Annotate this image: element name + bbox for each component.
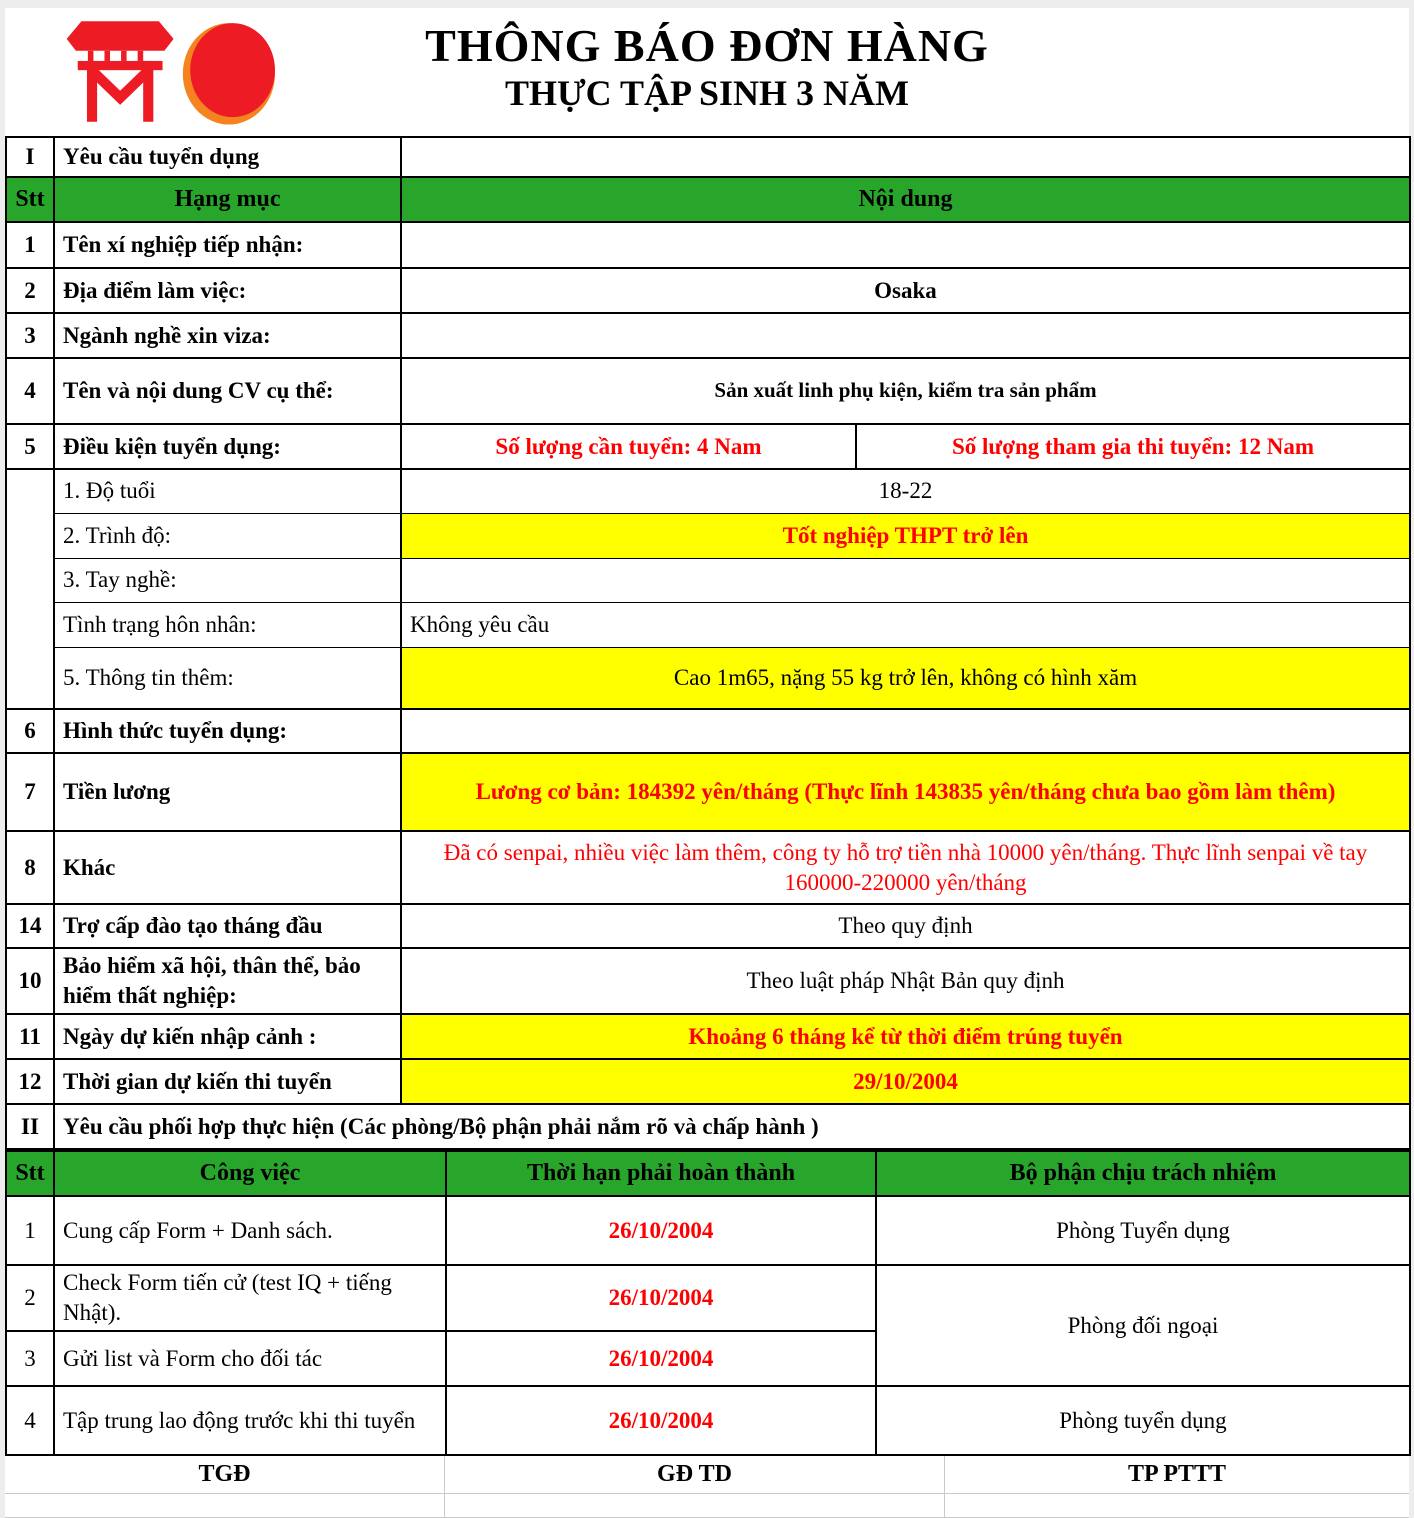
task1-department: Phòng Tuyển dụng xyxy=(876,1196,1410,1265)
section2-heading-row xyxy=(6,1104,1410,1149)
task3-description: Gửi list và Form cho đối tác xyxy=(54,1331,446,1386)
empty-cell xyxy=(945,1494,1409,1517)
row5d-label: Tình trạng hôn nhân: xyxy=(54,602,401,647)
signature-tppttt: TP PTTT xyxy=(1127,1461,1227,1487)
row8-other-value: Đã có senpai, nhiều việc làm thêm, công ty hỗ trợ tiền nhà 10000 yên/tháng. Thực lĩnh senpai về tay 160000-220000 yên/tháng xyxy=(401,831,1410,904)
coordination-tasks-table xyxy=(5,1150,1411,1456)
section1-index: I xyxy=(6,137,54,177)
row5-label: Điều kiện tuyển dụng: xyxy=(54,424,401,469)
row11-entry-date-value: Khoảng 6 tháng kể từ thời điểm trúng tuyển xyxy=(401,1014,1410,1059)
row11-label: Ngày dự kiến nhập cảnh : xyxy=(54,1014,401,1059)
task2-deadline: 26/10/2004 xyxy=(446,1265,876,1331)
row3-no: 3 xyxy=(6,313,54,358)
row5c-value xyxy=(401,558,1410,602)
table-row xyxy=(6,1014,1410,1059)
row6-no: 6 xyxy=(6,709,54,753)
table-row xyxy=(6,1059,1410,1104)
recruitment-requirements-table xyxy=(5,136,1411,1150)
row14-no: 14 xyxy=(6,904,54,948)
table-row xyxy=(6,709,1410,753)
row5-sub-spacer xyxy=(6,469,54,709)
row5-no: 5 xyxy=(6,424,54,469)
row1-label: Tên xí nghiệp tiếp nhận: xyxy=(54,222,401,268)
row5a-value: 18-22 xyxy=(401,469,1410,513)
row5e-label: 5. Thông tin thêm: xyxy=(54,647,401,709)
row5b-value: Tốt nghiệp THPT trở lên xyxy=(401,513,1410,558)
table-row xyxy=(6,647,1410,709)
signature-gdtd: GĐ TD xyxy=(445,1456,945,1493)
task4-no: 4 xyxy=(6,1386,54,1455)
row6-value xyxy=(401,709,1410,753)
table-row xyxy=(6,424,1410,469)
table-row xyxy=(6,313,1410,358)
table-row xyxy=(6,513,1410,558)
task2-3-department: Phòng đối ngoại xyxy=(876,1265,1410,1386)
row5c-label: 3. Tay nghề: xyxy=(54,558,401,602)
row4-label: Tên và nội dung CV cụ thể: xyxy=(54,358,401,424)
task4-description: Tập trung lao động trước khi thi tuyển xyxy=(54,1386,446,1455)
col-header-dept: Bộ phận chịu trách nhiệm xyxy=(876,1151,1410,1196)
row14-value: Theo quy định xyxy=(401,904,1410,948)
table-row xyxy=(6,831,1410,904)
row5-quantity-needed: Số lượng cần tuyển: 4 Nam xyxy=(401,424,856,469)
task1-deadline: 26/10/2004 xyxy=(446,1196,876,1265)
row7-salary-value: Lương cơ bản: 184392 yên/tháng (Thực lĩnh 143835 yên/tháng chưa bao gồm làm thêm) xyxy=(401,753,1410,831)
table-row xyxy=(6,602,1410,647)
task1-no: 1 xyxy=(6,1196,54,1265)
col-header-content: Nội dung xyxy=(401,177,1410,222)
row8-no: 8 xyxy=(6,831,54,904)
row1-value xyxy=(401,222,1410,268)
table-row xyxy=(6,1265,1410,1331)
row5b-label: 2. Trình độ: xyxy=(54,513,401,558)
table2-header-row xyxy=(6,1151,1410,1196)
empty-cell xyxy=(5,1494,445,1517)
col-header-task: Công việc xyxy=(54,1151,446,1196)
table-row xyxy=(6,948,1410,1014)
empty-bottom-row xyxy=(5,1494,1409,1518)
table-row xyxy=(6,904,1410,948)
section1-heading-empty-cell xyxy=(401,137,1410,177)
col-header-stt: Stt xyxy=(6,177,54,222)
document-header xyxy=(5,8,1409,136)
task3-no: 3 xyxy=(6,1331,54,1386)
table1-header-row xyxy=(6,177,1410,222)
section1-heading: Yêu cầu tuyển dụng xyxy=(54,137,401,177)
table-row xyxy=(6,1386,1410,1455)
row3-value xyxy=(401,313,1410,358)
row4-no: 4 xyxy=(6,358,54,424)
table-row xyxy=(6,222,1410,268)
table-row xyxy=(6,753,1410,831)
task4-deadline: 26/10/2004 xyxy=(446,1386,876,1455)
col-header-deadline: Thời hạn phải hoàn thành xyxy=(446,1151,876,1196)
row12-label: Thời gian dự kiến thi tuyển xyxy=(54,1059,401,1104)
page-title: THÔNG BÁO ĐƠN HÀNG xyxy=(425,20,989,71)
section2-heading: Yêu cầu phối hợp thực hiện (Các phòng/Bộ phận phải nắm rõ và chấp hành ) xyxy=(54,1104,1410,1149)
empty-cell xyxy=(445,1494,945,1517)
row3-label: Ngành nghề xin viza: xyxy=(54,313,401,358)
row12-exam-date-value: 29/10/2004 xyxy=(401,1059,1410,1104)
row1-no: 1 xyxy=(6,222,54,268)
row4-value: Sản xuất linh phụ kiện, kiểm tra sản phẩm xyxy=(401,358,1410,424)
document-sheet xyxy=(5,8,1409,1518)
signature-row xyxy=(5,1456,1409,1494)
row5d-value: Không yêu cầu xyxy=(401,602,1410,647)
signature-tgd: TGĐ xyxy=(5,1456,445,1493)
table-row xyxy=(6,558,1410,602)
row5a-label: 1. Độ tuổi xyxy=(54,469,401,513)
row5-quantity-candidates: Số lượng tham gia thi tuyển: 12 Nam xyxy=(856,424,1410,469)
col-header-item: Hạng mục xyxy=(54,177,401,222)
task4-department: Phòng tuyển dụng xyxy=(876,1386,1410,1455)
table-row xyxy=(6,469,1410,513)
row7-label: Tiền lương xyxy=(54,753,401,831)
task2-no: 2 xyxy=(6,1265,54,1331)
table-row xyxy=(6,358,1410,424)
row14-label: Trợ cấp đào tạo tháng đầu xyxy=(54,904,401,948)
torii-gate-sun-logo-icon xyxy=(63,16,275,128)
row8-label: Khác xyxy=(54,831,401,904)
task3-deadline: 26/10/2004 xyxy=(446,1331,876,1386)
row2-value: Osaka xyxy=(401,268,1410,313)
row2-no: 2 xyxy=(6,268,54,313)
table-row xyxy=(6,1196,1410,1265)
table-row xyxy=(6,268,1410,313)
row7-no: 7 xyxy=(6,753,54,831)
row10-no: 10 xyxy=(6,948,54,1014)
row5e-value: Cao 1m65, nặng 55 kg trở lên, không có hình xăm xyxy=(401,647,1410,709)
row10-label: Bảo hiểm xã hội, thân thể, bảo hiểm thất nghiệp: xyxy=(54,948,401,1014)
page-subtitle: THỰC TẬP SINH 3 NĂM xyxy=(504,73,910,114)
section2-index: II xyxy=(6,1104,54,1149)
row2-label: Địa điểm làm việc: xyxy=(54,268,401,313)
task1-description: Cung cấp Form + Danh sách. xyxy=(54,1196,446,1265)
row6-label: Hình thức tuyển dụng: xyxy=(54,709,401,753)
task2-description: Check Form tiến cử (test IQ + tiếng Nhật). xyxy=(54,1265,446,1331)
row12-no: 12 xyxy=(6,1059,54,1104)
row10-value: Theo luật pháp Nhật Bản quy định xyxy=(401,948,1410,1014)
section1-heading-row xyxy=(6,137,1410,177)
row11-no: 11 xyxy=(6,1014,54,1059)
col-header-stt2: Stt xyxy=(6,1151,54,1196)
